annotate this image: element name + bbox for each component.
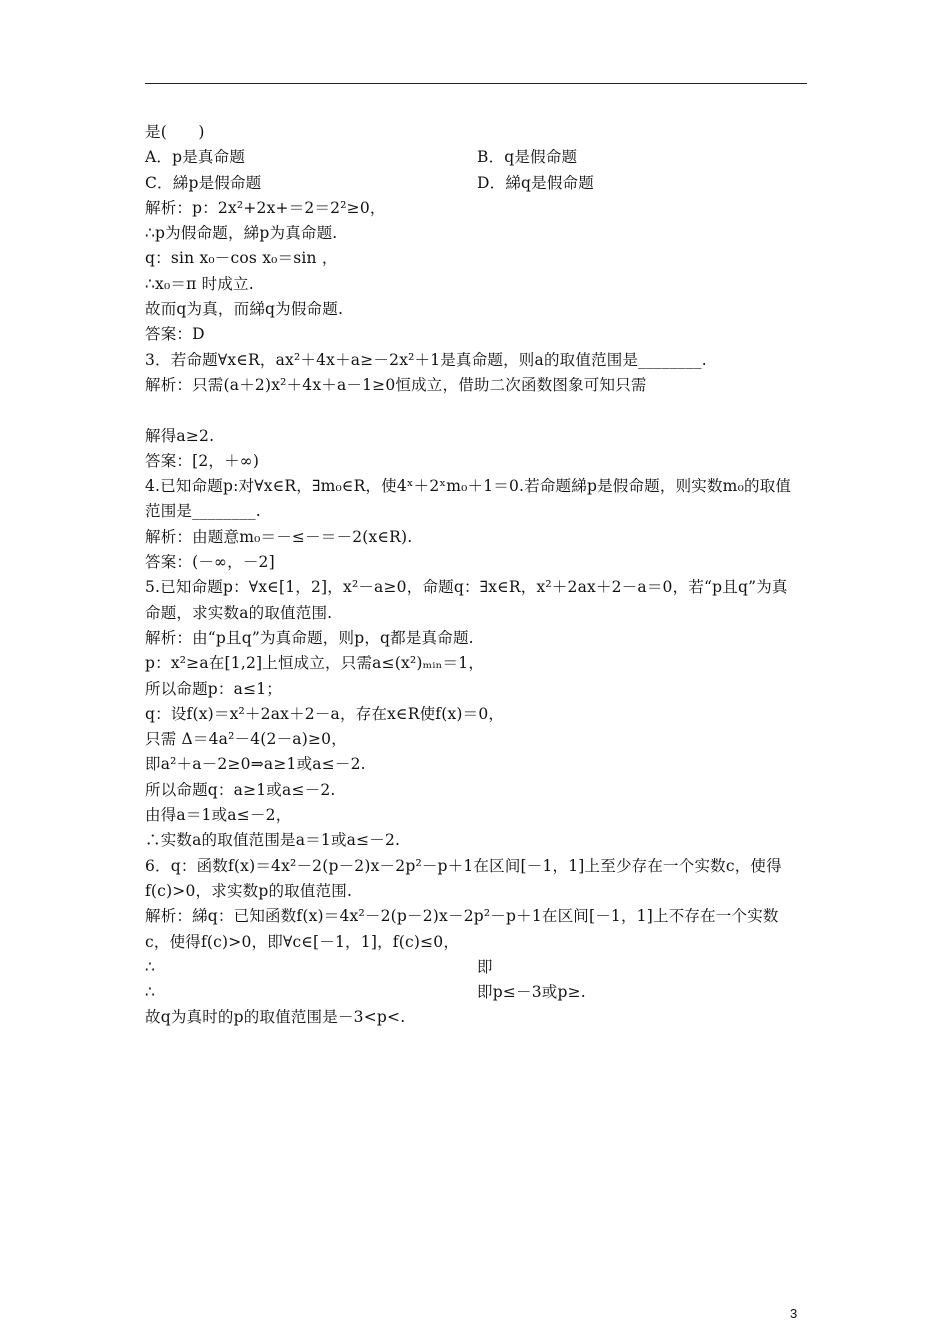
- text-line: 解析：綈q：已知函数f(x)＝4x²－2(p－2)x－2p²－p＋1在区间[－1，1]上不存在一个实数: [145, 907, 779, 926]
- blank-line: [145, 398, 807, 423]
- text-line: 所以命题q：a≥1或a≤－2.: [145, 780, 336, 799]
- text-line: 解得a≥2.: [145, 426, 215, 445]
- split-right: 即p≤－3或p≥.: [477, 983, 586, 1002]
- document-body: [145, 120, 807, 1031]
- answer-line: 答案：D: [145, 325, 205, 344]
- conclusion-line: 故q为真时的p的取值范围是－3<p<.: [145, 1008, 406, 1027]
- option-a: A．p是真命题: [145, 148, 246, 167]
- answer-line: 答案：(－∞，－2]: [145, 553, 275, 572]
- text-line: q：sin x₀－cos x₀＝sin ，: [145, 249, 338, 268]
- text-line: 故而q为真，而綈q为假命题.: [145, 300, 344, 319]
- split-row: [145, 955, 807, 980]
- text-line: 即a²＋a－2≥0⇒a≥1或a≤－2.: [145, 755, 366, 774]
- split-right: 即: [477, 957, 493, 976]
- split-row: [145, 980, 807, 1005]
- text-line: f(c)>0，求实数p的取值范围.: [145, 881, 353, 900]
- text-line: 解析：由题意m₀＝－≤－＝－2(x∈R).: [145, 527, 413, 546]
- text-line: ∴x₀＝π 时成立.: [145, 274, 254, 293]
- text-line: ∴p为假命题，綈p为真命题.: [145, 224, 338, 243]
- header-rule: [145, 83, 807, 84]
- text-line: 解析：只需(a＋2)x²＋4x＋a－1≥0恒成立，借助二次函数图象可知只需: [145, 375, 647, 394]
- split-left: ∴: [145, 957, 156, 976]
- text-line: 解析：p：2x²+2x+＝2＝2²≥0，: [145, 198, 386, 217]
- text-line: ∴实数a的取值范围是a＝1或a≤－2.: [145, 831, 401, 850]
- text-line: q：设f(x)＝x²＋2ax＋2－a，存在x∈R使f(x)＝0，: [145, 704, 505, 723]
- option-b: B．q是假命题: [477, 148, 578, 167]
- question-5: 5.已知命题p：∀x∈[1，2]，x²－a≥0，命题q：∃x∈R，x²＋2ax＋2－a＝0，若“p且q”为真: [145, 578, 788, 597]
- text-line: c，使得f(c)>0，即∀c∈[－1，1]，f(c)≤0，: [145, 932, 460, 951]
- text-line: 是( ): [145, 123, 205, 141]
- split-left: ∴: [145, 983, 156, 1002]
- text-line: 只需 Δ＝4a²－4(2－a)≥0，: [145, 730, 347, 749]
- question-6: 6．q：函数f(x)＝4x²－2(p－2)x－2p²－p＋1在区间[－1，1]上至少存在一个实数c，使得: [145, 856, 782, 875]
- options-row-ab: [145, 145, 807, 170]
- text-line: 范围是________.: [145, 502, 261, 521]
- text-line: 所以命题p：a≤1；: [145, 679, 283, 698]
- answer-line: 答案：[2，＋∞): [145, 451, 260, 470]
- question-3: 3．若命题∀x∈R，ax²＋4x＋a≥－2x²＋1是真命题，则a的取值范围是________.: [145, 350, 707, 369]
- option-d: D．綈q是假命题: [477, 173, 594, 192]
- option-c: C．綈p是假命题: [145, 173, 262, 192]
- text-line: p：x²≥a在[1,2]上恒成立，只需a≤(x²)ₘᵢₙ＝1，: [145, 654, 485, 673]
- text-line: 解析：由“p且q”为真命题，则p，q都是真命题.: [145, 628, 474, 647]
- options-row-cd: [145, 171, 807, 196]
- page-number: 3: [790, 1306, 798, 1321]
- question-4: 4.已知命题p:对∀x∈R，∃m₀∈R，使4ˣ＋2ˣm₀＋1＝0.若命题綈p是假命题，则实数m₀的取值: [145, 477, 792, 496]
- text-line: 命题，求实数a的取值范围.: [145, 603, 333, 622]
- text-line: 由得a＝1或a≤－2，: [145, 806, 292, 825]
